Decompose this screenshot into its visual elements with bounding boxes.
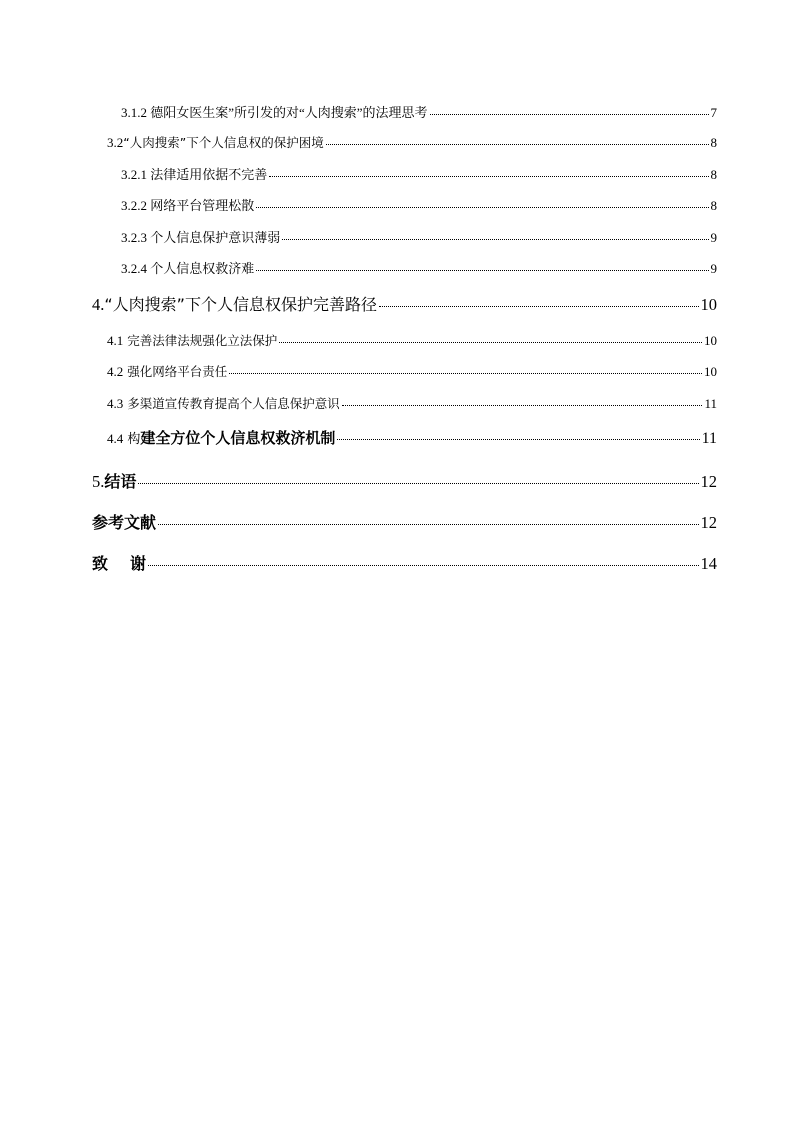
toc-leader-dots [282,229,708,242]
toc-leader-dots [148,553,698,570]
toc-entry-label: 3.2.3 个人信息保护意识薄弱 [121,230,281,245]
toc-entry-label: 4.“人肉搜索”下个人信息权保护完善路径 [92,295,377,314]
toc-entry-3-1-2[interactable] [121,102,717,121]
toc-leader-dots [342,395,703,408]
toc-page-number: 11 [701,430,717,447]
toc-page-number: 8 [710,167,717,182]
toc-entry-3-2-1[interactable] [121,164,717,183]
toc-entry-label: 4.2 强化网络平台责任 [107,364,228,379]
toc-leader-dots [256,197,708,210]
toc-page-number: 8 [710,198,717,213]
toc-page-number: 12 [700,513,717,532]
toc-leader-dots [379,294,699,311]
toc-page-number: 14 [700,554,717,573]
toc-entry-label: 4.3 多渠道宣传教育提高个人信息保护意识 [107,396,340,411]
toc-leader-dots [279,332,702,345]
toc-page-number: 11 [704,396,717,411]
toc-entry-label: 4.1 完善法律法规强化立法保护 [107,333,278,348]
toc-page-number: 7 [710,105,717,120]
toc-leader-dots [269,166,708,179]
toc-page-number: 12 [700,472,717,491]
toc-entry-4-4[interactable] [107,427,717,448]
toc-leader-dots [138,471,698,488]
toc-entry-label: 3.2.4 个人信息权救济难 [121,261,255,276]
toc-entry-label: 4.4 构建全方位个人信息权救济机制 [107,429,336,447]
toc-page-number: 9 [710,230,717,245]
toc-entry-acknowledgements[interactable] [92,551,717,574]
toc-entry-label: 5.结语 [92,472,137,491]
toc-entry-5[interactable] [92,469,717,492]
toc-entry-label: 3.2“人肉搜索”下个人信息权的保护困境 [107,135,324,150]
toc-leader-dots [430,104,709,117]
toc-entry-3-2[interactable] [107,133,717,151]
toc-page-number: 9 [710,261,717,276]
toc-entry-references[interactable] [92,510,717,533]
toc-entry-3-2-3[interactable] [121,227,717,246]
toc-entry-4-1[interactable] [107,331,717,349]
toc-page-number: 10 [704,333,717,348]
toc-page-number: 8 [710,135,717,150]
toc-entry-3-2-4[interactable] [121,258,717,277]
toc-entry-label: 致 谢 [92,554,147,573]
toc-entry-4-3[interactable] [107,394,717,412]
toc-page-number: 10 [700,295,717,314]
toc-entry-label: 3.1.2 德阳女医生案”所引发的对“人肉搜索”的法理思考 [121,105,428,120]
toc-leader-dots [337,427,699,443]
toc-leader-dots [256,260,708,273]
toc-leader-dots [158,512,698,529]
toc-entry-4-2[interactable] [107,362,717,380]
toc-entry-label: 参考文献 [92,513,157,532]
toc-leader-dots [326,134,709,147]
toc-entry-label: 3.2.2 网络平台管理松散 [121,198,255,213]
toc-entry-4[interactable] [92,292,717,315]
toc-entry-3-2-2[interactable] [121,195,717,214]
toc-page-number: 10 [704,364,717,379]
toc-leader-dots [229,363,702,376]
toc-entry-label: 3.2.1 法律适用依据不完善 [121,167,268,182]
